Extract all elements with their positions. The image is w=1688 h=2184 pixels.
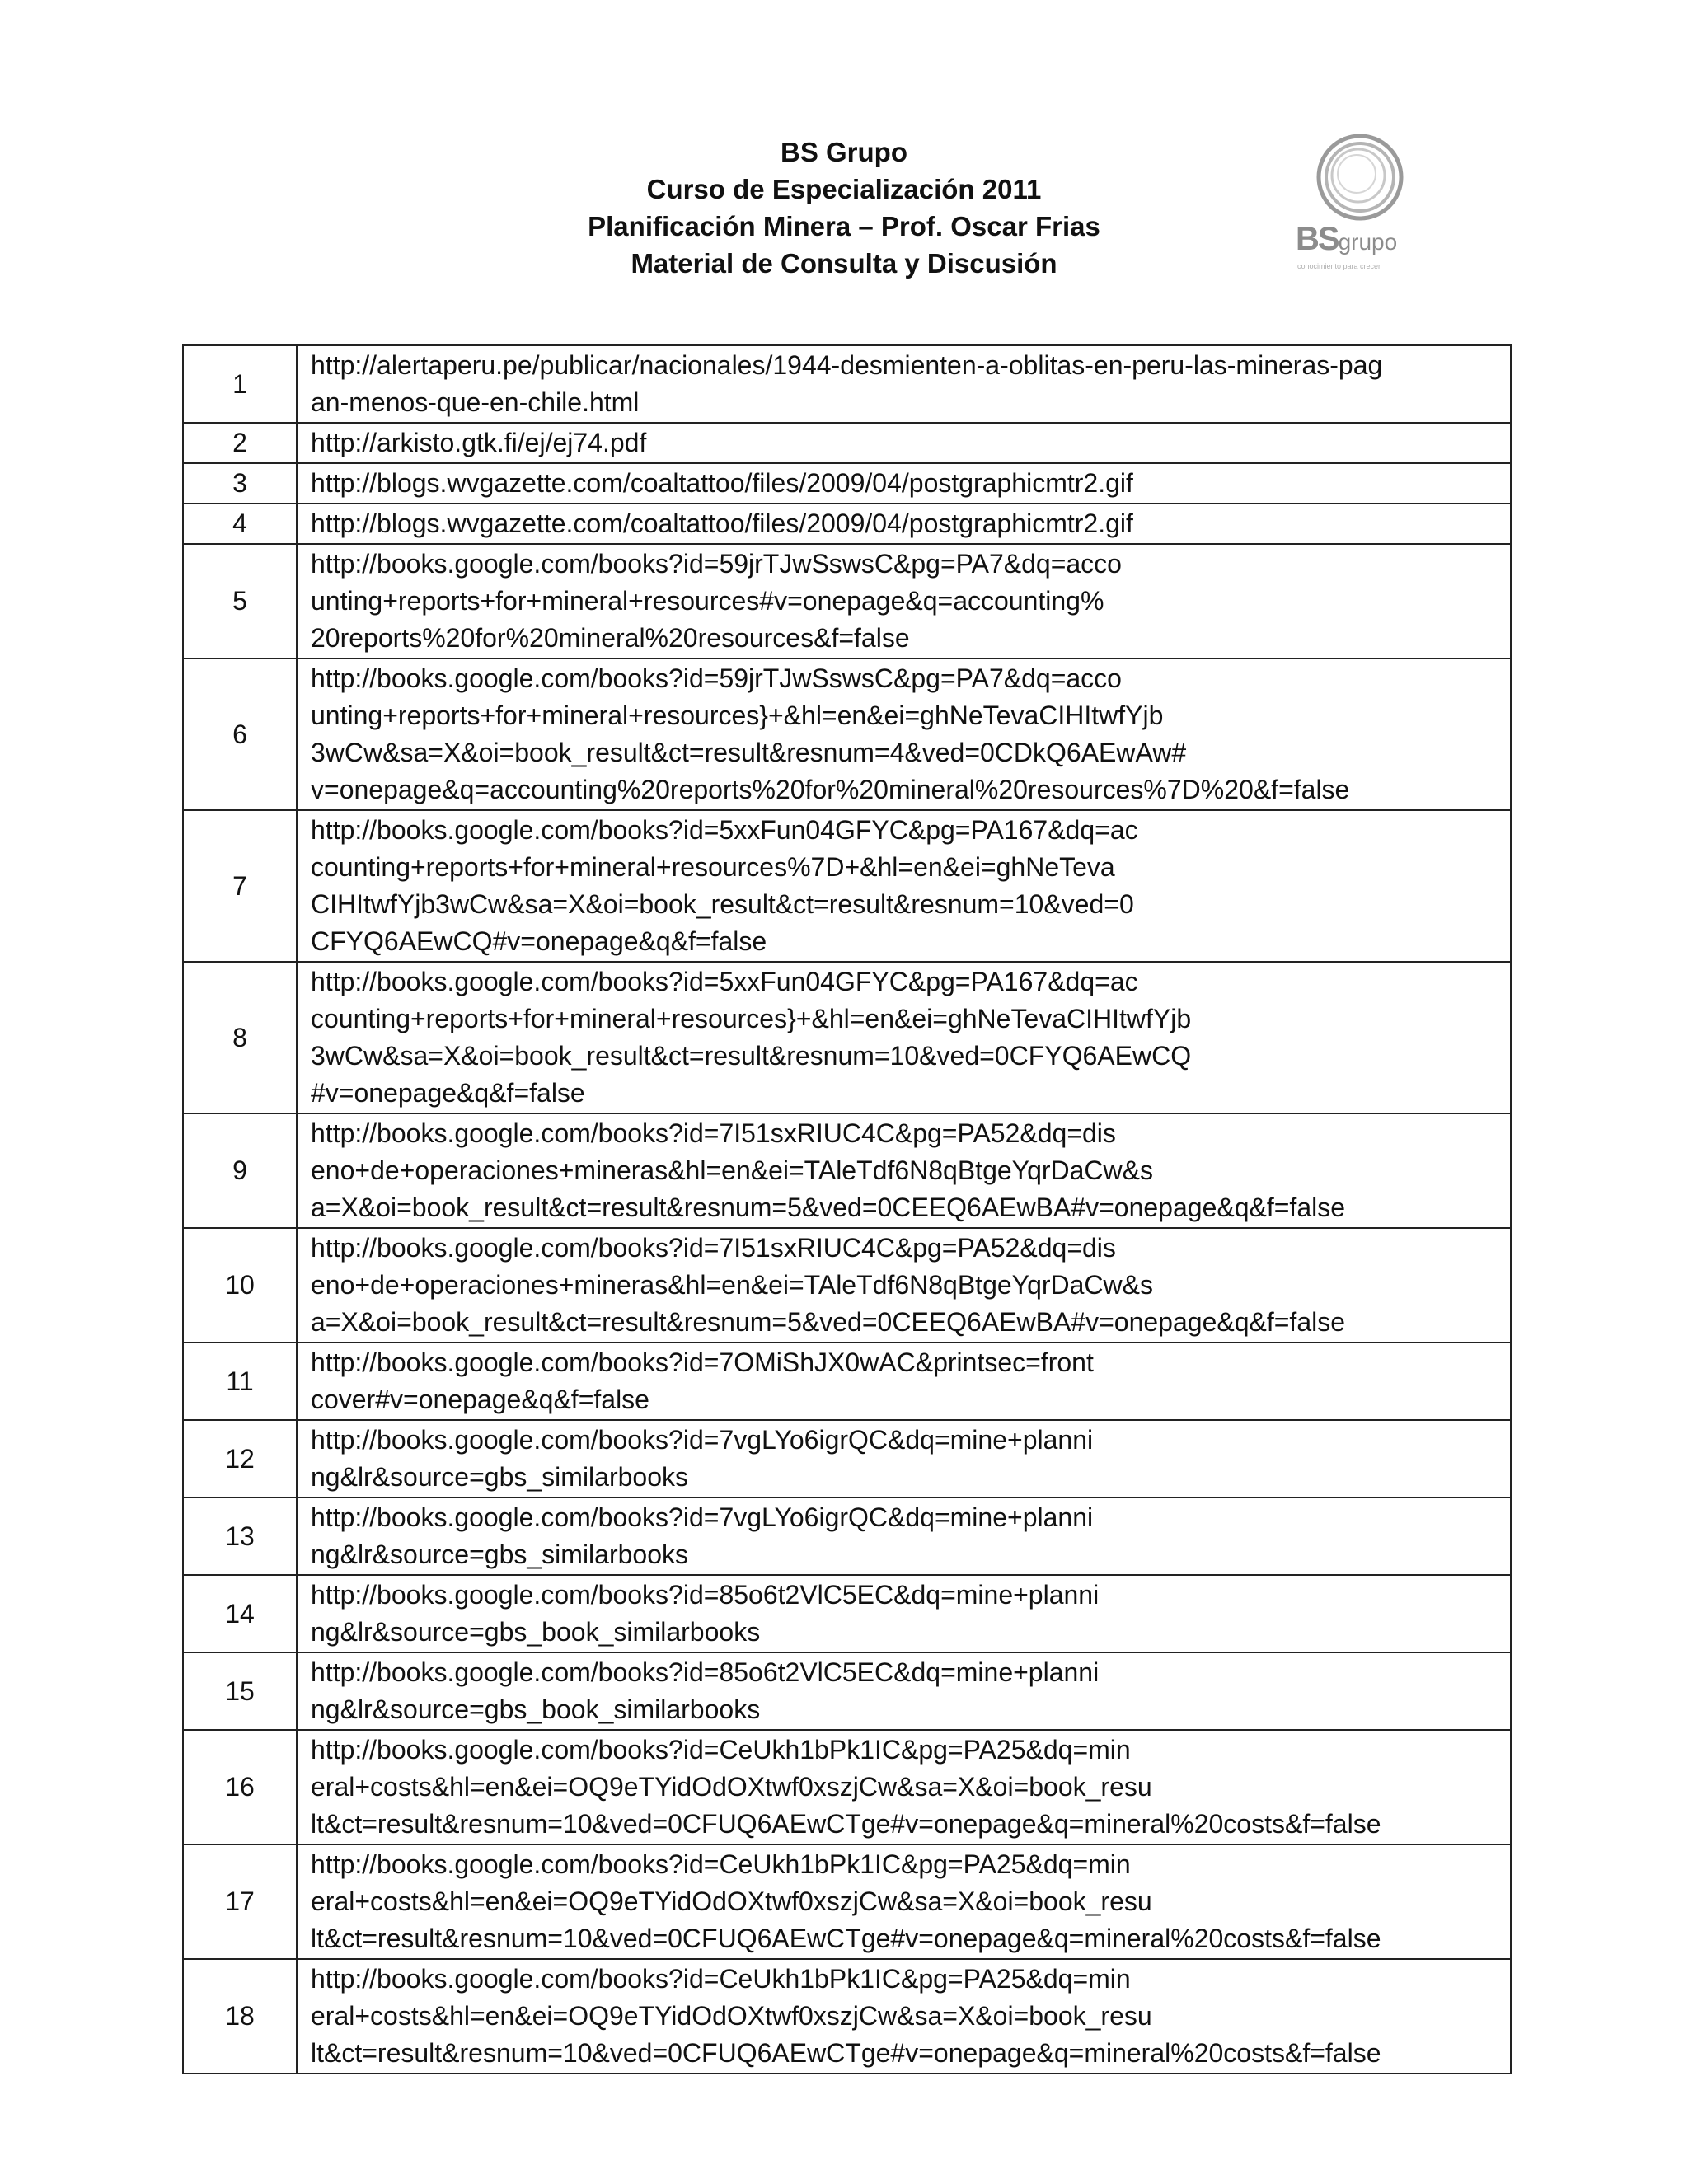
url-line: eral+costs&hl=en&ei=OQ9eTYidOdOXtwf0xszjCw&sa=X&oi=book_resu xyxy=(311,1772,1152,1802)
table-row xyxy=(183,1497,1511,1575)
url-line: http://blogs.wvgazette.com/coaltattoo/files/2009/04/postgraphicmtr2.gif xyxy=(311,468,1133,498)
table-row xyxy=(183,962,1511,1113)
row-number: 7 xyxy=(183,810,297,962)
row-number: 11 xyxy=(183,1343,297,1420)
reference-url xyxy=(297,962,1511,1113)
row-number: 10 xyxy=(183,1228,297,1343)
row-number: 2 xyxy=(183,423,297,463)
url-line: http://books.google.com/books?id=5xxFun04GFYC&pg=PA167&dq=ac xyxy=(311,967,1138,996)
url-line: CIHItwfYjb3wCw&sa=X&oi=book_result&ct=result&resnum=10&ved=0 xyxy=(311,889,1134,919)
url-line: lt&ct=result&resnum=10&ved=0CFUQ6AEwCTge#v=onepage&q=mineral%20costs&f=false xyxy=(311,2038,1381,2068)
table-row xyxy=(183,544,1511,658)
row-number: 8 xyxy=(183,962,297,1113)
row-number: 1 xyxy=(183,345,297,423)
url-line: 3wCw&sa=X&oi=book_result&ct=result&resnum=10&ved=0CFYQ6AEwCQ xyxy=(311,1041,1192,1071)
row-number: 3 xyxy=(183,463,297,504)
url-line: #v=onepage&q&f=false xyxy=(311,1078,585,1108)
reference-url xyxy=(297,345,1511,423)
logo-brand: BS xyxy=(1296,221,1339,257)
table-row xyxy=(183,504,1511,544)
table-row xyxy=(183,1575,1511,1652)
url-line: http://books.google.com/books?id=85o6t2VlC5EC&dq=mine+planni xyxy=(311,1580,1100,1610)
bs-grupo-logo xyxy=(1286,132,1434,276)
url-line: http://books.google.com/books?id=7vgLYo6igrQC&dq=mine+planni xyxy=(311,1425,1094,1455)
document-header xyxy=(0,134,1688,282)
logo-wordmark xyxy=(1296,221,1397,258)
reference-url xyxy=(297,1575,1511,1652)
row-number: 16 xyxy=(183,1730,297,1844)
url-line: http://blogs.wvgazette.com/coaltattoo/files/2009/04/postgraphicmtr2.gif xyxy=(311,509,1133,538)
url-line: lt&ct=result&resnum=10&ved=0CFUQ6AEwCTge#v=onepage&q=mineral%20costs&f=false xyxy=(311,1924,1381,1953)
row-number: 15 xyxy=(183,1652,297,1730)
table-row xyxy=(183,345,1511,423)
row-number: 13 xyxy=(183,1497,297,1575)
url-line: a=X&oi=book_result&ct=result&resnum=5&ved=0CEEQ6AEwBA#v=onepage&q&f=false xyxy=(311,1307,1346,1337)
url-line: v=onepage&q=accounting%20reports%20for%20mineral%20resources%7D%20&f=false xyxy=(311,775,1350,804)
table-row xyxy=(183,1420,1511,1497)
table-row xyxy=(183,1730,1511,1844)
table-row xyxy=(183,658,1511,810)
table-row xyxy=(183,1652,1511,1730)
header-material: Material de Consulta y Discusión xyxy=(631,248,1057,279)
url-line: ng&lr&source=gbs_similarbooks xyxy=(311,1462,688,1492)
reference-url xyxy=(297,1228,1511,1343)
url-line: eral+costs&hl=en&ei=OQ9eTYidOdOXtwf0xszjCw&sa=X&oi=book_resu xyxy=(311,1886,1152,1916)
row-number: 12 xyxy=(183,1420,297,1497)
url-line: 20reports%20for%20mineral%20resources&f=false xyxy=(311,623,910,653)
table-row xyxy=(183,463,1511,504)
row-number: 5 xyxy=(183,544,297,658)
table-row xyxy=(183,1113,1511,1228)
url-line: http://alertaperu.pe/publicar/nacionales/1944-desmienten-a-oblitas-en-peru-las-mineras-pag xyxy=(311,350,1383,380)
url-line: a=X&oi=book_result&ct=result&resnum=5&ved=0CEEQ6AEwBA#v=onepage&q&f=false xyxy=(311,1193,1346,1222)
table-row xyxy=(183,1844,1511,1959)
table-row xyxy=(183,1343,1511,1420)
url-line: counting+reports+for+mineral+resources%7D+&hl=en&ei=ghNeTeva xyxy=(311,852,1115,882)
reference-url xyxy=(297,810,1511,962)
reference-url xyxy=(297,1730,1511,1844)
url-line: http://books.google.com/books?id=59jrTJwSswsC&pg=PA7&dq=acco xyxy=(311,663,1122,693)
url-line: eno+de+operaciones+mineras&hl=en&ei=TAleTdf6N8qBtgeYqrDaCw&s xyxy=(311,1155,1153,1185)
url-line: eral+costs&hl=en&ei=OQ9eTYidOdOXtwf0xszjCw&sa=X&oi=book_resu xyxy=(311,2001,1152,2031)
url-line: http://books.google.com/books?id=7I51sxRIUC4C&pg=PA52&dq=dis xyxy=(311,1118,1116,1148)
row-number: 18 xyxy=(183,1959,297,2074)
logo-suffix: grupo xyxy=(1338,229,1398,255)
url-line: an-menos-que-en-chile.html xyxy=(311,387,640,417)
url-line: ng&lr&source=gbs_book_similarbooks xyxy=(311,1694,761,1724)
reference-url xyxy=(297,544,1511,658)
reference-url xyxy=(297,658,1511,810)
table-row xyxy=(183,1959,1511,2074)
url-line: http://books.google.com/books?id=CeUkh1bPk1IC&pg=PA25&dq=min xyxy=(311,1964,1131,1994)
url-line: 3wCw&sa=X&oi=book_result&ct=result&resnum=4&ved=0CDkQ6AEwAw# xyxy=(311,738,1187,767)
url-line: ng&lr&source=gbs_book_similarbooks xyxy=(311,1617,761,1647)
references-table-body xyxy=(183,345,1511,2074)
reference-url xyxy=(297,1343,1511,1420)
table-row xyxy=(183,1228,1511,1343)
reference-url xyxy=(297,504,1511,544)
reference-url xyxy=(297,1420,1511,1497)
row-number: 17 xyxy=(183,1844,297,1959)
row-number: 6 xyxy=(183,658,297,810)
row-number: 4 xyxy=(183,504,297,544)
table-row xyxy=(183,810,1511,962)
url-line: unting+reports+for+mineral+resources}+&hl=en&ei=ghNeTevaCIHItwfYjb xyxy=(311,701,1164,730)
row-number: 14 xyxy=(183,1575,297,1652)
url-line: eno+de+operaciones+mineras&hl=en&ei=TAleTdf6N8qBtgeYqrDaCw&s xyxy=(311,1270,1153,1300)
url-line: http://books.google.com/books?id=7vgLYo6igrQC&dq=mine+planni xyxy=(311,1502,1094,1532)
table-row xyxy=(183,423,1511,463)
url-line: CFYQ6AEwCQ#v=onepage&q&f=false xyxy=(311,926,767,956)
header-course: Curso de Especialización 2011 xyxy=(646,174,1042,204)
url-line: ng&lr&source=gbs_similarbooks xyxy=(311,1540,688,1569)
header-org: BS Grupo xyxy=(781,137,907,167)
url-line: http://books.google.com/books?id=7OMiShJX0wAC&printsec=front xyxy=(311,1347,1094,1377)
url-line: counting+reports+for+mineral+resources}+&hl=en&ei=ghNeTevaCIHItwfYjb xyxy=(311,1004,1192,1033)
url-line: http://books.google.com/books?id=CeUkh1bPk1IC&pg=PA25&dq=min xyxy=(311,1735,1131,1765)
url-line: http://books.google.com/books?id=CeUkh1bPk1IC&pg=PA25&dq=min xyxy=(311,1849,1131,1879)
reference-url xyxy=(297,463,1511,504)
reference-url xyxy=(297,1844,1511,1959)
url-line: http://books.google.com/books?id=85o6t2VlC5EC&dq=mine+planni xyxy=(311,1657,1100,1687)
url-line: http://books.google.com/books?id=59jrTJwSswsC&pg=PA7&dq=acco xyxy=(311,549,1122,579)
reference-url xyxy=(297,1497,1511,1575)
url-line: cover#v=onepage&q&f=false xyxy=(311,1385,649,1414)
url-line: http://books.google.com/books?id=5xxFun04GFYC&pg=PA167&dq=ac xyxy=(311,815,1138,845)
row-number: 9 xyxy=(183,1113,297,1228)
header-subject: Planificación Minera – Prof. Oscar Frias xyxy=(588,211,1100,241)
url-line: unting+reports+for+mineral+resources#v=onepage&q=accounting% xyxy=(311,586,1104,616)
url-line: lt&ct=result&resnum=10&ved=0CFUQ6AEwCTge#v=onepage&q=mineral%20costs&f=false xyxy=(311,1809,1381,1839)
reference-url xyxy=(297,423,1511,463)
references-table xyxy=(182,344,1512,2074)
logo-tagline: conocimiento para crecer xyxy=(1297,262,1381,270)
reference-url xyxy=(297,1113,1511,1228)
reference-url xyxy=(297,1959,1511,2074)
url-line: http://books.google.com/books?id=7I51sxRIUC4C&pg=PA52&dq=dis xyxy=(311,1233,1116,1263)
url-line: http://arkisto.gtk.fi/ej/ej74.pdf xyxy=(311,428,647,457)
reference-url xyxy=(297,1652,1511,1730)
